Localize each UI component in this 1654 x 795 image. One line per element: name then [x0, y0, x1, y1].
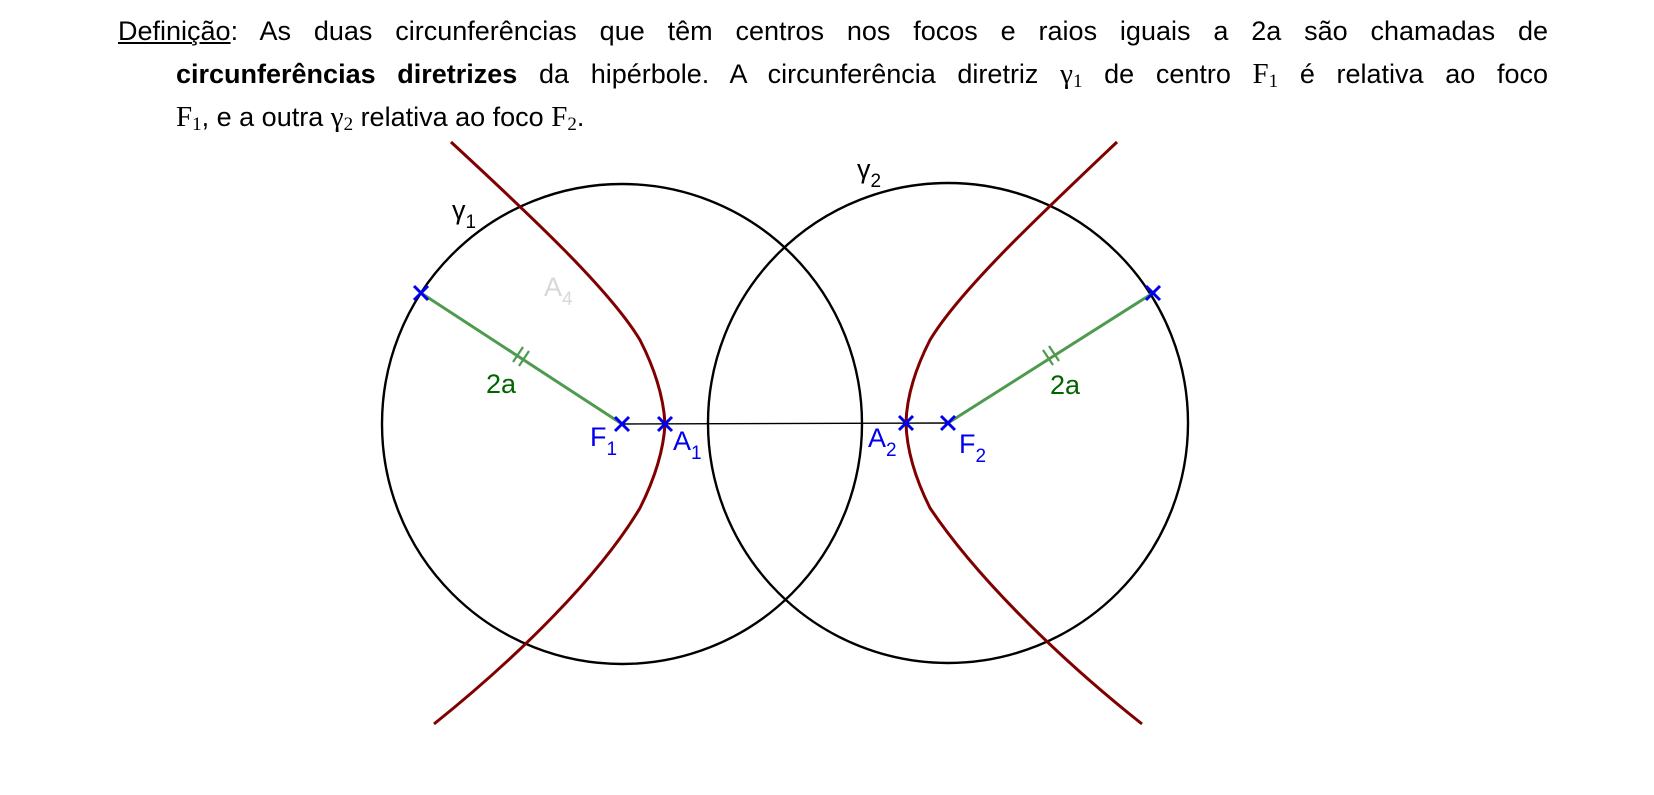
gamma1-inline: $\gamma_1$	[1060, 58, 1083, 92]
F1-inline: $F_1$	[1252, 58, 1279, 92]
definition-text-2a: da hipérbole. A circunferência diretriz	[517, 59, 1061, 89]
label-gamma2: $\gamma_2$	[857, 154, 882, 192]
gamma2-inline: $\gamma_2$	[330, 101, 354, 135]
label-2a-left: 2a	[486, 369, 517, 399]
radius-segment-right	[948, 293, 1153, 423]
F1-inline-2: $F_1$	[176, 101, 202, 135]
hyperbola-right-branch	[906, 142, 1142, 724]
radius-segment-left	[421, 293, 622, 424]
label-2a-right: 2a	[1050, 370, 1081, 400]
label-A2: $A_2$	[868, 423, 897, 461]
definition-text-3a: , e a outra	[201, 102, 331, 132]
label-gamma1: $\gamma_1$	[452, 195, 477, 233]
definition-label: Definição	[118, 16, 231, 46]
definition-text-2b: de centro	[1082, 59, 1253, 89]
F2-inline: $F_2$	[551, 101, 577, 135]
bold-term: circunferências diretrizes	[176, 59, 518, 89]
definition-period: .	[576, 102, 585, 132]
radius-endpoint-left-marker	[414, 286, 428, 300]
label-F1: $F_1$	[590, 422, 618, 460]
definition-text-1: : As duas circunferências que têm centros nos focos e raios iguais a 2a são chamadas de	[230, 16, 1548, 46]
label-A1: $A_1$	[673, 426, 702, 464]
label-F2: $F_2$	[959, 429, 987, 467]
definition-text-2c: é relativa ao foco	[1278, 59, 1548, 89]
definition-text-3b: relativa ao foco	[353, 102, 552, 132]
label-A4-faint: $A_4$	[544, 272, 573, 310]
focal-axis-segment	[622, 423, 948, 424]
